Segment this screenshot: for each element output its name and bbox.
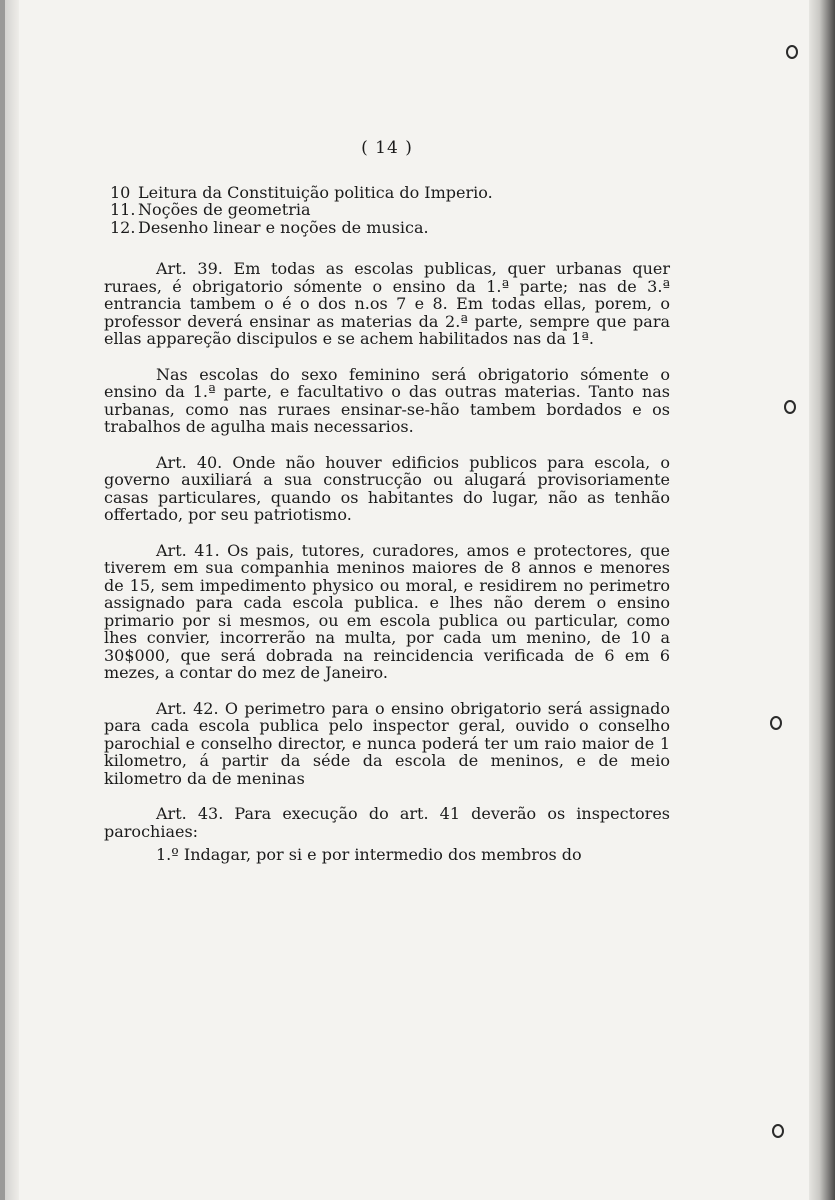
list-item xyxy=(104,219,670,237)
page-left-shadow xyxy=(5,0,19,1200)
binding-hole-icon xyxy=(770,716,782,730)
page-text xyxy=(104,140,670,864)
page-number: ( 14 ) xyxy=(361,138,413,158)
list-item-number: 11. xyxy=(110,200,136,219)
list-item-text: Desenho linear e noções de musica. xyxy=(138,217,429,237)
article-39-paragraph: Art. 39. Em todas as escolas publicas, quer urbanas quer ruraes, é obrigatorio sómente o ensino da 1.ª parte; nas de 3.ª entrancia tambem o é o dos n.os 7 e 8. Em todas ellas, porem, o professor deverá ensinar as materias da 2.ª parte, sempre que para ellas appareção discipulos e se achem habilitados nas da 1ª. xyxy=(104,259,670,348)
article-42-paragraph: Art. 42. O perimetro para o ensino obrigatorio será assignado para cada escola publica pelo inspector geral, ouvido o conselho parochial e conselho director, e nunca poderá ter um raio maior de 1 kilometro, á partir da séde da escola de meninos, e de meio kilometro da de meninas xyxy=(104,698,670,788)
list-item-number: 12. xyxy=(110,217,136,237)
female-schools-paragraph: Nas escolas do sexo feminino será obrigatorio sómente o ensino da 1.ª parte, e facultativo o das outras materias. Tanto nas urbanas, como nas ruraes ensinar-se-hão tambem bordados e os trabalhos de agulha mais necessarios. xyxy=(104,364,670,436)
article-43-item-1: 1.º Indagar, por si e por intermedio dos membros do xyxy=(156,845,582,864)
list-item xyxy=(104,201,670,219)
list-item-text: Noções de geometria xyxy=(138,200,311,219)
list-item-text: Leitura da Constituição politica do Imperio. xyxy=(138,182,493,202)
article-43-paragraph: Art. 43. Para execução do art. 41 deverão os inspectores parochiaes: xyxy=(104,804,670,841)
article-41-paragraph: Art. 41. Os pais, tutores, curadores, amos e protectores, que tiverem em sua companhia meninos maiores de 8 annos e menores de 15, sem impedimento physico ou moral, e residirem no perimetro assignado para cada escola publica. e lhes não derem o ensino primario por si mesmos, ou em escola publica ou particular, como lhes convier, incorrerão na multa, por cada um menino, de 10 a 30$000, que será dobrada na reincidencia verificada de 6 em 6 mezes, a contar do mez de Janeiro. xyxy=(104,540,670,682)
article-40-paragraph: Art. 40. Onde não houver edificios publicos para escola, o governo auxiliará a sua construcção ou alugará provisoriamente casas particulares, quando os habitantes do lugar, não as tenhão offertado, por seu patriotismo. xyxy=(104,452,670,524)
binding-hole-icon xyxy=(786,45,798,59)
page-binding-edge xyxy=(809,0,835,1200)
binding-hole-icon xyxy=(772,1124,784,1138)
list-item-number: 10 xyxy=(110,182,131,202)
binding-hole-icon xyxy=(784,400,796,414)
list-item xyxy=(104,184,670,202)
